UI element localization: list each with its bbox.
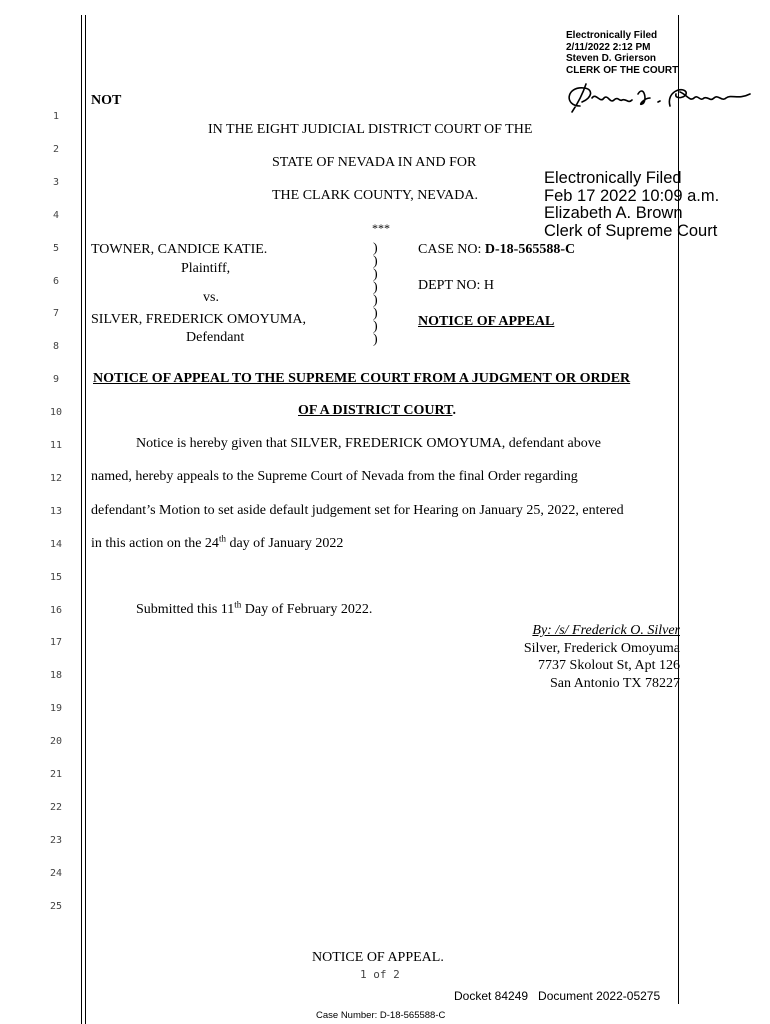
clerk-signature bbox=[562, 76, 762, 118]
defendant-name: SILVER, FREDERICK OMOYUMA, bbox=[91, 312, 306, 327]
defendant-role: Defendant bbox=[186, 330, 245, 345]
line-number: 7 bbox=[52, 308, 60, 320]
notice-heading-line-1: NOTICE OF APPEAL TO THE SUPREME COURT FROM A JUDGMENT OR ORDER bbox=[93, 371, 631, 386]
line-number: 8 bbox=[52, 341, 60, 353]
separator-stars: *** bbox=[372, 221, 390, 235]
efile-stamp-supreme bbox=[544, 170, 719, 240]
body-line-11: Notice is hereby given that SILVER, FREDERICK OMOYUMA, defendant above bbox=[136, 436, 601, 451]
footer-page-number: 1 of 2 bbox=[360, 968, 400, 981]
stamp2-line2: Feb 17 2022 10:09 a.m. bbox=[544, 186, 720, 205]
plaintiff-role: Plaintiff, bbox=[181, 261, 231, 276]
line-number: 6 bbox=[52, 275, 60, 287]
case-number bbox=[418, 242, 575, 258]
line-number: 21 bbox=[49, 769, 63, 780]
stamp1-line4: CLERK OF THE COURT bbox=[566, 64, 679, 76]
notice-heading-line-2-period: . bbox=[452, 403, 456, 418]
line-number: 1 bbox=[52, 111, 60, 122]
body-line-14-sup: th bbox=[218, 533, 226, 544]
dept-number: DEPT NO: H bbox=[418, 278, 494, 293]
body-line-12: named, hereby appeals to the Supreme Court of Nevada from the final Order regarding bbox=[91, 469, 578, 484]
line-number: 22 bbox=[49, 801, 63, 813]
line-number: 16 bbox=[49, 604, 63, 616]
notice-heading-line-2 bbox=[298, 403, 456, 419]
body-line-13: defendant’s Motion to set aside default judgement set for Hearing on January 25, 2022, entered bbox=[91, 503, 624, 518]
case-number-label: CASE NO: bbox=[418, 242, 485, 257]
footer-case-number: Case Number: D-18-565588-C bbox=[316, 1010, 446, 1021]
stamp2-line1: Electronically Filed bbox=[544, 169, 682, 187]
left-margin-rule-outer bbox=[81, 15, 82, 1024]
line-number: 12 bbox=[49, 472, 63, 484]
line-number: 5 bbox=[52, 242, 60, 254]
submitted-date bbox=[136, 599, 373, 618]
line-number: 14 bbox=[49, 538, 63, 550]
line-number: 24 bbox=[49, 867, 63, 879]
line-number: 15 bbox=[49, 571, 63, 583]
line-number: 10 bbox=[49, 407, 63, 419]
stamp1-line2: 2/11/2022 2:12 PM bbox=[566, 41, 651, 53]
versus: vs. bbox=[203, 290, 219, 305]
signer-address-1: 7737 Skolout St, Apt 126 bbox=[538, 658, 680, 673]
line-number: 3 bbox=[52, 176, 60, 188]
case-number-value: D-18-565588-C bbox=[484, 242, 576, 257]
line-number: 13 bbox=[49, 505, 63, 517]
plaintiff-name: TOWNER, CANDICE KATIE. bbox=[91, 242, 268, 257]
document-code: NOT bbox=[91, 93, 122, 108]
left-margin-rule-inner bbox=[85, 15, 86, 1024]
line-number: 4 bbox=[52, 209, 60, 221]
line-number: 25 bbox=[49, 900, 63, 912]
stamp2-line4: Clerk of Supreme Court bbox=[544, 221, 718, 240]
body-line-14-pre: in this action on the 24 bbox=[91, 536, 219, 551]
footer-title: NOTICE OF APPEAL. bbox=[312, 950, 444, 965]
stamp2-line3: Elizabeth A. Brown bbox=[544, 204, 683, 222]
line-number: 20 bbox=[49, 736, 63, 748]
line-number: 18 bbox=[49, 670, 63, 682]
line-number: 9 bbox=[52, 374, 60, 386]
court-line-3: THE CLARK COUNTY, NEVADA. bbox=[272, 188, 478, 203]
submitted-sup: th bbox=[234, 599, 242, 610]
caption-parens: ) ) ) ) ) ) ) ) bbox=[373, 241, 378, 347]
body-line-14-post: day of January 2022 bbox=[225, 536, 344, 551]
notice-heading-line-2-text: OF A DISTRICT COURT bbox=[298, 403, 453, 418]
signer-address-2: San Antonio TX 78227 bbox=[549, 675, 680, 691]
line-number: 19 bbox=[49, 703, 63, 715]
stamp1-line3: Steven D. Grierson bbox=[566, 53, 657, 64]
body-line-14 bbox=[91, 533, 344, 552]
line-number: 2 bbox=[52, 143, 60, 155]
line-number: 11 bbox=[49, 440, 63, 451]
signature-by-line: By: /s/ Frederick O. Silver bbox=[532, 623, 680, 638]
efile-stamp-district bbox=[566, 30, 678, 76]
submitted-post: Day of February 2022. bbox=[241, 602, 373, 617]
court-line-2: STATE OF NEVADA IN AND FOR bbox=[272, 155, 477, 170]
court-line-1: IN THE EIGHT JUDICIAL DISTRICT COURT OF THE bbox=[208, 122, 533, 137]
docket-number: Docket 84249 Document 2022-05275 bbox=[454, 989, 661, 1003]
caption-document-title: NOTICE OF APPEAL bbox=[418, 314, 555, 329]
signature-block bbox=[524, 622, 680, 692]
right-margin-rule bbox=[678, 15, 679, 1004]
line-number: 17 bbox=[49, 637, 63, 649]
signer-name: Silver, Frederick Omoyuma bbox=[523, 640, 680, 656]
stamp1-line1: Electronically Filed bbox=[566, 30, 658, 41]
submitted-pre: Submitted this 11 bbox=[136, 602, 235, 617]
line-number: 23 bbox=[49, 834, 63, 846]
